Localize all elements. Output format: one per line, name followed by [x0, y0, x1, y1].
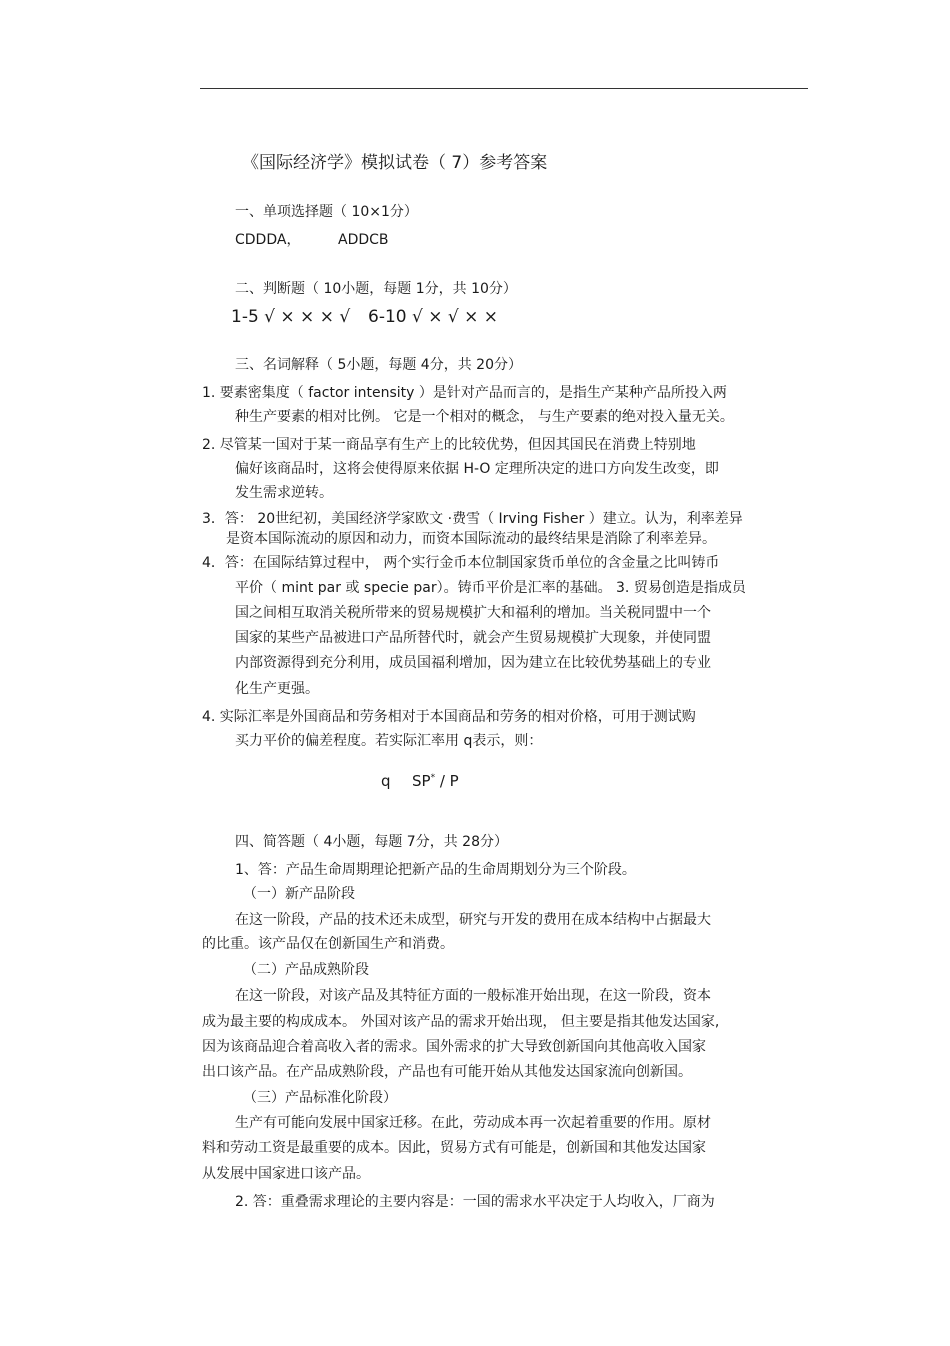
section-4-line: （二）产品成熟阶段	[243, 962, 369, 978]
section-4-line: 出口该产品。在产品成熟阶段，产品也有可能开始从其他发达国家流向创新国。	[202, 1064, 692, 1080]
header-rule	[200, 88, 808, 89]
section-3-line: 种生产要素的相对比例。 它是一个相对的概念， 与生产要素的绝对投入量无关。	[235, 409, 734, 425]
formula-sp: SP	[412, 772, 431, 790]
section-4-line: 从发展中国家进口该产品。	[202, 1166, 370, 1182]
section-4-line: （三）产品标准化阶段）	[243, 1090, 397, 1106]
section-1-answers-b: ADDCB	[338, 232, 389, 248]
section-3-line: 1. 要素密集度（ factor intensity ）是针对产品而言的，是指生产某种产品所投入两	[202, 385, 727, 401]
section-3-line: 4. 实际汇率是外国商品和劳务相对于本国商品和劳务的相对价格，可用于测试购	[202, 709, 696, 725]
formula-rhs	[412, 771, 459, 791]
section-3-line: 买力平价的偏差程度。若实际汇率用 q表示，则：	[235, 733, 543, 749]
section-3-line: 发生需求逆转。	[235, 485, 333, 501]
section-3-line: 国家的某些产品被进口产品所替代时，就会产生贸易规模扩大现象，并使同盟	[235, 630, 711, 646]
section-2-heading: 二、判断题（ 10小题，每题 1分，共 10分）	[235, 281, 517, 297]
section-4-line: 在这一阶段，产品的技术还未成型，研究与开发的费用在成本结构中占据最大	[235, 912, 711, 928]
section-1-heading: 一、单项选择题（ 10×1分）	[235, 204, 418, 220]
section-4-line: （一）新产品阶段	[243, 886, 355, 902]
section-3-line: 内部资源得到充分利用，成员国福利增加，因为建立在比较优势基础上的专业	[235, 655, 711, 671]
formula-star: *	[430, 773, 436, 783]
section-4-line: 在这一阶段，对该产品及其特征方面的一般标准开始出现，在这一阶段，资本	[235, 988, 711, 1004]
section-4-line: 因为该商品迎合着高收入者的需求。国外需求的扩大导致创新国向其他高收入国家	[202, 1039, 706, 1055]
section-3-line: 偏好该商品时，这将会使得原来依据 H-O 定理所决定的进口方向发生改变，即	[235, 461, 719, 477]
section-4-heading: 四、简答题（ 4小题，每题 7分，共 28分）	[235, 834, 508, 850]
section-3-line: 是资本国际流动的原因和动力，而资本国际流动的最终结果是消除了利率差异。	[226, 531, 716, 547]
section-4-line: 的比重。该产品仅在创新国生产和消费。	[202, 936, 454, 952]
section-4-line: 料和劳动工资是最重要的成本。因此，贸易方式有可能是，创新国和其他发达国家	[202, 1140, 706, 1156]
section-3-line: 化生产更强。	[235, 681, 319, 697]
section-3-line: 4．答：在国际结算过程中， 两个实行金币本位制国家货币单位的含金量之比叫铸币	[202, 555, 720, 571]
section-3-line: 2. 尽管某一国对于某一商品享有生产上的比较优势，但因其国民在消费上特别地	[202, 437, 696, 453]
section-3-heading: 三、名词解释（ 5小题，每题 4分，共 20分）	[235, 357, 522, 373]
section-4-line: 成为最主要的构成成本。 外国对该产品的需求开始出现， 但主要是指其他发达国家,	[202, 1014, 720, 1030]
section-4-line: 1、答：产品生命周期理论把新产品的生命周期划分为三个阶段。	[235, 862, 636, 878]
document-title: 《国际经济学》模拟试卷（ 7）参考答案	[242, 153, 548, 173]
section-3-line: 3．答： 20世纪初，美国经济学家欧文 ·费雪（ Irving Fisher ）建立。认为，利率差异	[202, 511, 743, 527]
section-4-line: 2. 答：重叠需求理论的主要内容是：一国的需求水平决定于人均收入，厂商为	[235, 1194, 715, 1210]
section-3-line: 国之间相互取消关税所带来的贸易规模扩大和福利的增加。当关税同盟中一个	[235, 605, 711, 621]
section-4-line: 生产有可能向发展中国家迁移。在此，劳动成本再一次起着重要的作用。原材	[235, 1115, 711, 1131]
formula-over-p: / P	[435, 772, 459, 790]
formula-q: q	[381, 772, 391, 790]
section-2-answers-b: 6-10 √ × √ × ×	[368, 307, 498, 327]
section-3-line: 平价（ mint par 或 specie par）。铸币平价是汇率的基础。 3. 贸易创造是指成员	[235, 580, 746, 596]
section-2-answers-a: 1-5 √ × × × √	[231, 307, 351, 327]
section-1-answers-a: CDDDA，	[235, 232, 301, 248]
